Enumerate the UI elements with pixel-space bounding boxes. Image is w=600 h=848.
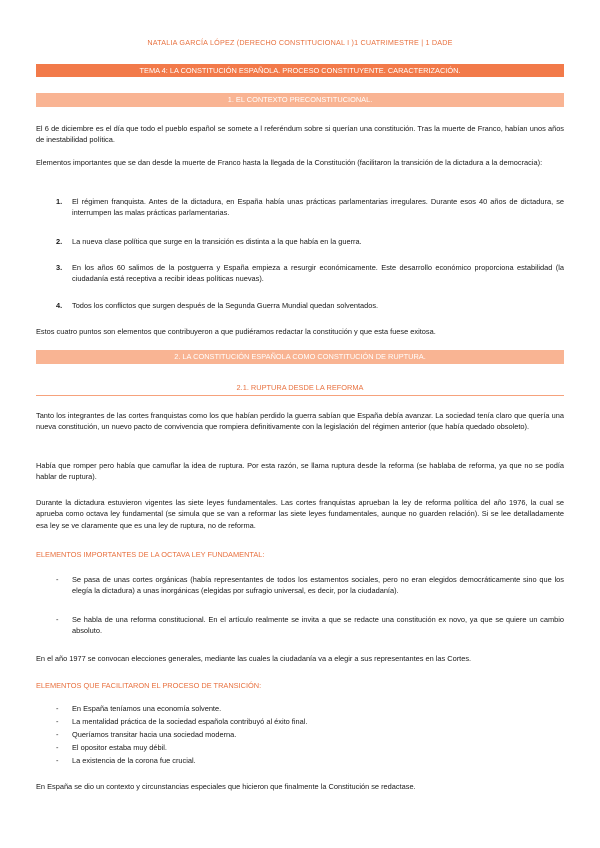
item-number: 1. [56, 197, 63, 206]
section-1-paragraph-2: Elementos importantes que se dan desde la muerte de Franco hasta la llegada de la Constitución (facilitaron la transición de la dictadura a la democracia): [36, 158, 543, 167]
dash-bullet: - [56, 575, 59, 584]
item-text: Queríamos transitar hacia una sociedad moderna. [72, 730, 237, 739]
subsection-heading: 2.1. RUPTURA DESDE LA REFORMA [236, 383, 364, 392]
item-text: Se pasa de unas cortes orgánicas (había representantes de todos los estamentos sociales, pero no eran elegidos democráticamente sino que los elegía la dictadura) a unas inorgánicas (elegidas por sufragio universal, es decir, por la ciudadanía). [72, 575, 564, 596]
section-1-paragraph-1: El 6 de diciembre es el día que todo el pueblo español se somete a l referéndum sobre si querían una constitución. Tras la muerte de Franco, habían unos años de inestabilidad política. [36, 124, 564, 145]
item-text: El opositor estaba muy débil. [72, 743, 167, 752]
item-text: En los años 60 salimos de la postguerra y España empieza a resurgir económicamente. Este desarrollo económico proporciona estabilidad (la ciudadanía está receptiva a recibir ideas políticas nuevas). [72, 263, 564, 284]
item-text: En España teníamos una economía solvente. [72, 704, 222, 713]
item-text: La mentalidad práctica de la sociedad española contribuyó al éxito final. [72, 717, 308, 726]
section-2-paragraph-5: En España se dio un contexto y circunstancias especiales que hicieron que finalmente la Constitución se redactase. [36, 782, 416, 791]
subsection-divider [36, 395, 564, 396]
dash-bullet: - [56, 756, 59, 765]
item-number: 3. [56, 263, 63, 272]
section-2-heading: 2. LA CONSTITUCIÓN ESPAÑOLA COMO CONSTITUCIÓN DE RUPTURA. [36, 350, 564, 364]
dash-bullet: - [56, 730, 59, 739]
dash-bullet: - [56, 743, 59, 752]
dash-bullet: - [56, 717, 59, 726]
transicion-label: ELEMENTOS QUE FACILITARON EL PROCESO DE TRANSICIÓN: [36, 681, 262, 690]
item-number: 4. [56, 301, 63, 310]
item-text: Todos los conflictos que surgen después de la Segunda Guerra Mundial quedan solventados. [72, 301, 379, 310]
section-1-heading: 1. EL CONTEXTO PRECONSTITUCIONAL. [36, 93, 564, 107]
item-text: Se habla de una reforma constitucional. En el artículo realmente se invita a que se redacte una constitución ex novo, ya que se quiere un cambio absoluto. [72, 615, 564, 636]
item-number: 2. [56, 237, 63, 246]
dash-bullet: - [56, 704, 59, 713]
section-1-paragraph-3: Estos cuatro puntos son elementos que contribuyeron a que pudiéramos redactar la constitución y que esta fuese exitosa. [36, 327, 436, 336]
section-2-paragraph-2: Había que romper pero había que camuflar la idea de ruptura. Por esta razón, se llama ruptura desde la reforma (se hablaba de reforma, ya que no se podía hablar de ruptura). [36, 461, 564, 482]
section-2-paragraph-1: Tanto los integrantes de las cortes franquistas como los que habían perdido la guerra sabían que España debía avanzar. La sociedad tenía claro que quería una nueva constitución, un nuevo pacto de convivencia que rompiera definitivamente con la legislación del régimen anterior (que había quedado obsoleto). [36, 411, 564, 432]
section-2-paragraph-3: Durante la dictadura estuvieron vigentes las siete leyes fundamentales. Las cortes franquistas aprueban la ley de reforma política del año 1976, la cual se aprueba como octava ley fundamental (se simula que se van a reformar las siete leyes fundamentales, aunque no guarden relación). Si se lee detalladamente esa ley se ve claramente que es una ley de ruptura, no de reforma. [36, 498, 564, 530]
topic-title-bar: TEMA 4: LA CONSTITUCIÓN ESPAÑOLA. PROCESO CONSTITUYENTE. CARACTERIZACIÓN. [36, 64, 564, 77]
item-text: La existencia de la corona fue crucial. [72, 756, 196, 765]
octava-ley-label: ELEMENTOS IMPORTANTES DE LA OCTAVA LEY FUNDAMENTAL: [36, 550, 265, 559]
document-header: NATALIA GARCÍA LÓPEZ (DERECHO CONSTITUCIONAL I )1 CUATRIMESTRE | 1 DADE [147, 38, 453, 47]
dash-bullet: - [56, 615, 59, 624]
item-text: El régimen franquista. Antes de la dictadura, en España había unas prácticas parlamentarias irregulares. Durante esos 40 años de dictadura, se interrumpen las malas prácticas parlamentarias. [72, 197, 564, 218]
section-2-paragraph-4: En el año 1977 se convocan elecciones generales, mediante las cuales la ciudadanía va a elegir a sus representantes en las Cortes. [36, 654, 472, 663]
item-text: La nueva clase política que surge en la transición es distinta a la que había en la guerra. [72, 237, 362, 246]
